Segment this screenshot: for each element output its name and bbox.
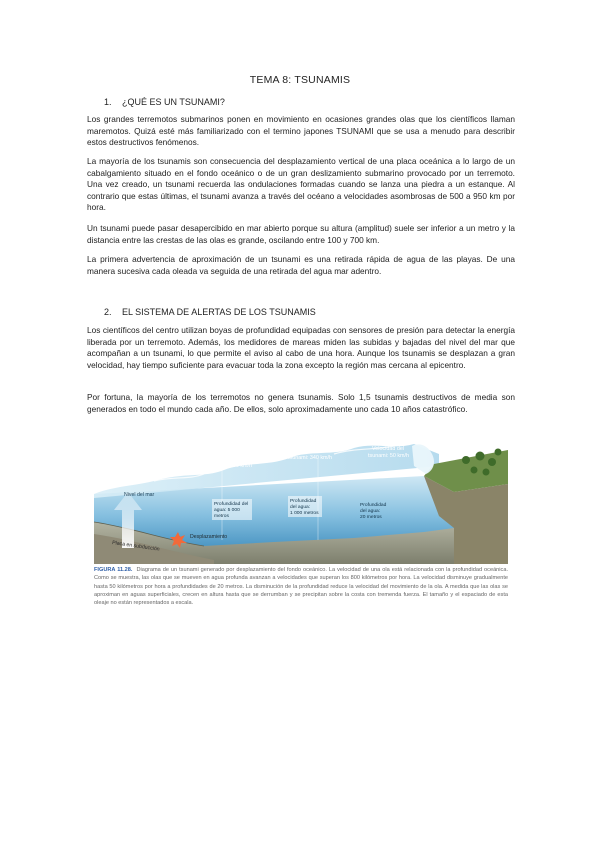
section-1-paragraph-2: La mayoría de los tsunamis son consecuencia del desplazamiento vertical de una placa oceánica a lo largo de un cabalgamiento situado en el fondo oceánico o de un gran deslizamiento submarino provocado por un terremoto. Una vez creado, un tsunami recuerda las ondulaciones formadas cuando se lanza una piedra a un estanque. Al contrario que estas últimas, el tsunami avanza a través del océano a velocidades asombrosas de 500 a 950 km por hora.: [87, 156, 515, 213]
figure-label: FIGURA 11.28.: [94, 567, 133, 573]
page-title: TEMA 8: TSUNAMIS: [249, 74, 351, 86]
depth-label-1-line-3: metros: [214, 514, 229, 519]
depth-label-3-line-2: del agua:: [360, 509, 381, 514]
speed-label-2-line-2: tsunami: 340 km/h: [288, 455, 333, 461]
subduction-label: Placa en subducción: [111, 540, 160, 553]
depth-label-1-line-1: Profundidad del: [214, 502, 249, 507]
section-1-paragraph-4: La primera advertencia de aproximación de un tsunami es una retirada rápida de agua de las playas. De una manera sucesiva cada oleada va seguida de una retirada del agua mar adentro.: [87, 254, 515, 276]
section-2-title: EL SISTEMA DE ALERTAS DE LOS TSUNAMIS: [122, 307, 316, 317]
sea-level-label: Nivel del mar: [124, 492, 155, 498]
depth-label-3-line-3: 20 metros: [360, 515, 382, 520]
speed-label-2-line-1: Velocidad del: [292, 448, 325, 454]
depth-label-2-line-3: 1 000 metros: [290, 511, 319, 516]
section-1-heading: [104, 97, 225, 107]
section-1-title: ¿QUÉ ES UN TSUNAMI?: [122, 97, 225, 107]
section-2-number: 2.: [104, 307, 112, 317]
section-2-heading: [104, 307, 316, 317]
depth-label-2-line-2: del agua:: [290, 505, 311, 510]
depth-label-3-line-1: Profundidad: [360, 503, 387, 508]
speed-label-3-line-1: Velocidad del: [372, 446, 405, 452]
depth-label-2-line-1: Profundidad: [290, 499, 317, 504]
speed-label-1-line-2: tsunami: 800 km/h: [208, 463, 253, 469]
figure-caption-text: Diagrama de un tsunami generado por desplazamiento del fondo oceánico. La velocidad de una ola está relacionada con la profundidad oceánica. Como se muestra, las olas que se mueven en agua profunda avanzan a velocidades que superan los 800 kilómetros por hora. La velocidad disminuye gradualmente hasta 50 kilómetros por hora a profundidades de 20 metros. La disminución de la profundidad reduce la velocidad del movimiento de la ola. A medida que las olas se aproximan en aguas superficiales, crecen en altura hasta que se derrumban y se precipitan sobre la costa con tremenda fuerza. El tamaño y el espaciado de esta oleaje no están representados a escala.: [94, 567, 508, 607]
breaking-wave: [412, 444, 434, 474]
section-1-paragraph-3: Un tsunami puede pasar desapercibido en mar abierto porque su altura (amplitud) suele ser inferior a un metro y la distancia entre las crestas de las olas es grande, oscilando entre 100 y 700 km.: [87, 223, 515, 245]
section-2-paragraph-2: Por fortuna, la mayoría de los terremotos no genera tsunamis. Solo 1,5 tsunamis destructivos de media son generados en todo el mundo cada año. De ellos, solo aproximadamente uno cada 10 años catastrófico.: [87, 392, 515, 414]
figure-caption: [94, 566, 508, 607]
depth-label-1-line-2: agua: 5 000: [214, 508, 240, 513]
section-2-paragraph-1: Los científicos del centro utilizan boyas de profundidad equipadas con sensores de presión para detectar la energía liberada por un terremoto. Además, los medidores de mareas miden las subidas y bajadas del nivel del mar que acompañan a un tsunami, lo que permite el aviso al cabo de una hora. Aunque los tsunamis se desplazan a gran velocidad, hay tiempo suficiente para evacuar toda la zona excepto la región mas cercana al epicentro.: [87, 325, 515, 370]
speed-label-1-line-1: Velocidad del: [212, 456, 245, 462]
speed-label-3-line-2: tsunami: 50 km/h: [368, 453, 410, 459]
section-1-paragraph-1: Los grandes terremotos submarinos ponen en movimiento en ocasiones grandes olas que los científicos llaman maremotos. Quizá esté más familiarizado con el termino japones TSUNAMI que se usa a menudo para describir estos destructivos fenómenos.: [87, 114, 515, 148]
displacement-label: Desplazamiento: [190, 534, 228, 540]
section-1-number: 1.: [104, 97, 112, 107]
tsunami-diagram: [94, 436, 508, 564]
